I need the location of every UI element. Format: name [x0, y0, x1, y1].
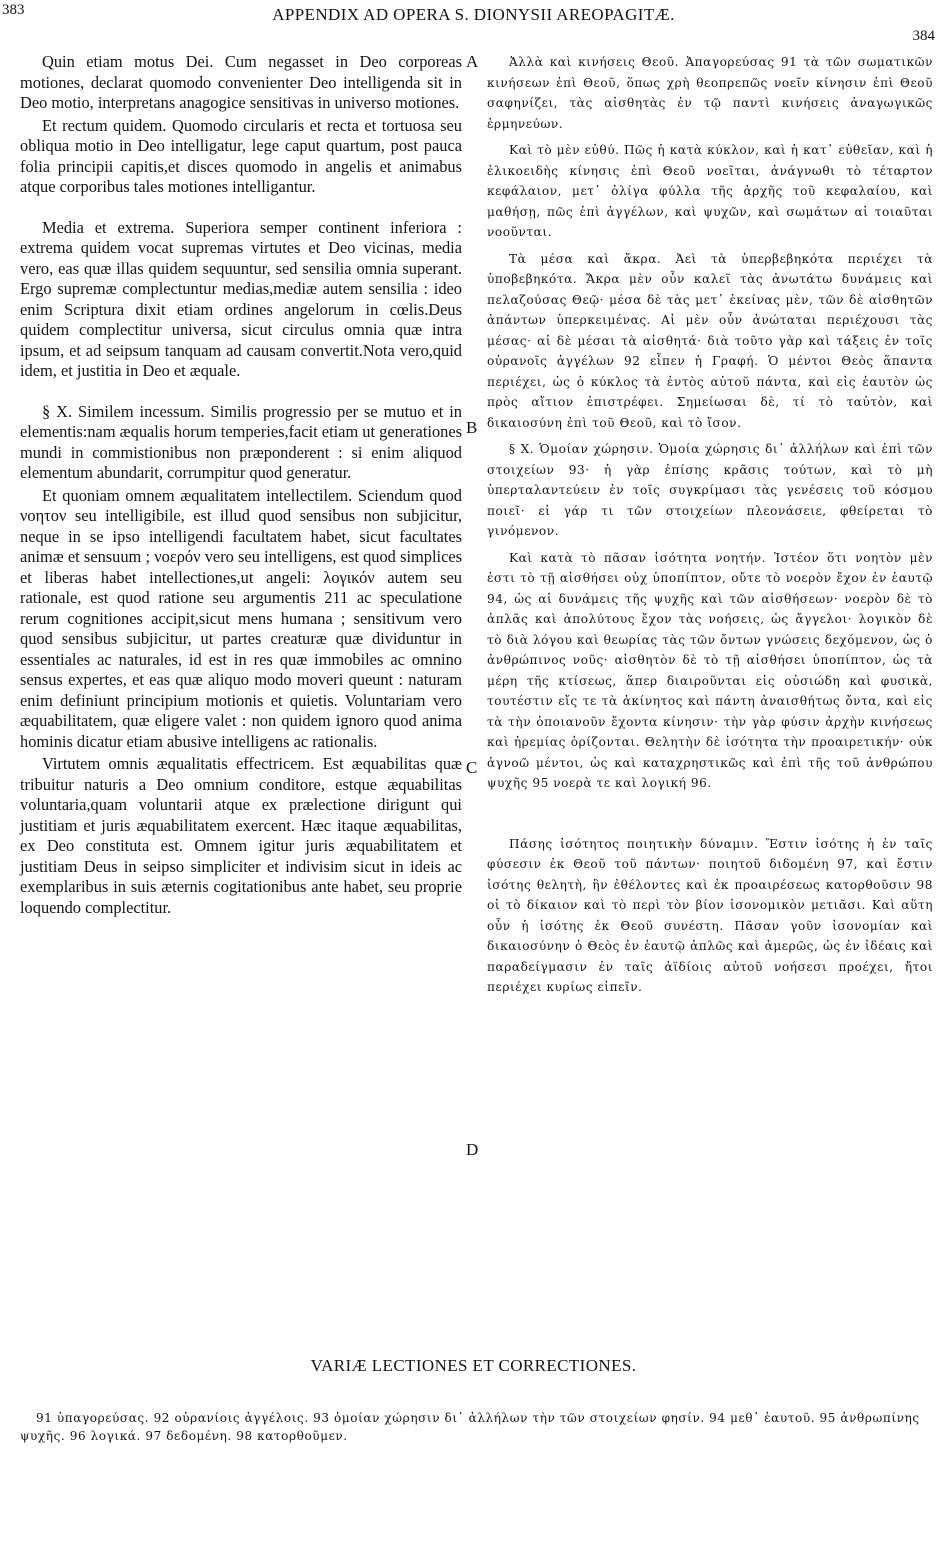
- latin-paragraph: Quin etiam motus Dei. Cum negasset in Deo corporeas motiones, declarat quomodo convenienter Deo intelligenda sit in Deo motio, interpretans anagogice sensitivas in universo motiones.: [20, 52, 462, 112]
- latin-paragraph: Et rectum quidem. Quomodo circularis et recta et tortuosa seu obliqua motio in Deo intelligatur, lege caput quartum, post pauca folia principii capitis,et disces quomodo in angelis et animabus atque corporibus tales motiones intelligantur.: [20, 115, 462, 196]
- greek-paragraph: Καὶ τὸ μὲν εὐθύ. Πῶς ἡ κατὰ κύκλον, καὶ ἡ κατ᾽ εὐθεῖαν, καὶ ἡ ἑλικοειδὴς κίνησις ἐπὶ Θεοῦ νοεῖται, ἀνάγνωθι τὸ τέταρτον κεφάλαιον, μετ᾽ ὀλίγα φύλλα τῆς ἀρχῆς τοῦ κεφαλαίου, καὶ μαθήσῃ, πῶς ἐπὶ ἀγγέλων, καὶ ψυχῶν, καὶ σωμάτων αἱ τοιαῦται νοοῦνται.: [487, 143, 933, 239]
- latin-paragraph: Virtutem omnis æqualitatis effectricem. Est æquabilitas quæ tribuitur naturis a Deo omnium conditore, estque æquabilitas voluntaria,quam voluntarii atque ex prælectione dirigunt qui justitiam et juris æquabilitatem exercent. Hæc itaque æquabilitas, ex Deo constituta est. Omnem igitur juris æquabilitatem et justitiam Deus in seipso simpliciter et indivisim sicut in ideis ac exemplaribus in suis æternis cogitationibus ante habet, seu proprie loquendo complectitur.: [20, 754, 462, 917]
- running-head: APPENDIX AD OPERA S. DIONYSII AREOPAGITÆ.: [272, 5, 675, 24]
- greek-paragraph: Καὶ κατὰ τὸ πᾶσαν ἰσότητα νοητήν. Ἰστέον ὅτι νοητὸν μὲν ἐστι τὸ τῇ αἰσθήσει οὐχ ὑποπίπτον, οὔτε τὸ νοερὸν ἔχον ἐν ἑαυτῷ 94, ὡς αἱ δυνάμεις τῆς ψυχῆς καὶ τῶν αἰσθήσεων· νοερὸν δὲ τὸ ἁπλᾶς καὶ ἀπολύτους ἔχον τὰς νοήσεις, ὡς ἄγγελοι· λογικὸν δὲ τὸ διὰ λόγου καὶ θεωρίας τὰς τῶν ὄντων γνώσεις δεχόμενον, ὡς ὁ ἀνθρώπινος νοῦς· αἰσθητὸν δὲ τὸ τῇ αἰσθήσει ὑποπίπτον, ὡς τὰ μέρη τῆς κτίσεως, ἅπερ διαιροῦνται εἰς οὐσιώδη καὶ φυσικὰ, τουτέστιν εἴς τε τὰ ἀκίνητος καὶ πάντη ἀναισθήτως ὄντα, καὶ εἰς τὰ τὴν ὁποιανοῦν ἔχοντα κίνησιν· τὴν γὰρ φύσιν ἀρχὴν κινήσεως καὶ ἠρεμίας ὁρίζονται. Θελητὴν δὲ ἰσότητα τὴν προαιρετικήν· οὐκ ἀγνοῶ μέντοι, ὡς καὶ καταχρηστικῶς καὶ ἐπὶ τῆς τοῦ ἀνθρώπου ψυχῆς 95 νοερὰ τε καὶ λογική 96.: [487, 550, 933, 790]
- section-marker-a: A: [466, 52, 479, 71]
- greek-paragraph: Πάσης ἰσότητος ποιητικὴν δύναμιν. Ἔστιν ἰσότης ἡ ἐν ταῖς φύσεσιν ἐκ Θεοῦ τοῦ πάντων· ποιητοῦ διδομένη 97, καὶ ἔστιν ἰσότης θελητὴ, ἣν ἐθέλοντες καὶ ἐκ προαιρέσεως κατορθοῦσιν 98 οἱ τὸ δίκαιον καὶ τὸ περὶ τὸν βίον ἰσονομικὸν μετιᾶσι. Καὶ αὕτη οὖν ἡ ἰσότης ἐκ Θεοῦ συνέστη. Πᾶσαν γοῦν ἰσονομίαν καὶ δικαιοσύνην ὁ Θεὸς ἐν ἑαυτῷ ἁπλῶς καὶ ἀμερῶς, ὡς ἐν ἰδέαις καὶ παραδείγμασιν ἐν ταῖς ἀϊδίοις αὐτοῦ νοήσεσι προέχει, ἤτοι περιέχει κυρίως εἰπεῖν.: [487, 836, 933, 994]
- latin-paragraph: Media et extrema. Superiora semper continent inferiora : extrema quidem vocat supremas virtutes et Deo vicinas, media vero, eas quæ illas quidem sequuntur, sed sensilia omnia superant. Ergo supremæ complectuntur medias,mediæ autem sensilia : ideo enim Scriptura dixit etiam ordines angelorum in cœlis.Deus quidem complectitur universa, sicut circulus omnia quæ intra ipsum, et ad seipsum tanquam ad causam convertit.Nota vero,quid idem, et justitia in Deo et æquale.: [20, 217, 462, 380]
- variants-heading: VARIÆ LECTIONES ET CORRECTIONES.: [310, 1356, 637, 1375]
- greek-column: [487, 52, 933, 998]
- latin-paragraph: Et quoniam omnem æqualitatem intellectilem. Sciendum quod νοητον seu intelligibile, est illud quod sensibus non subjicitur, neque in se ipso intelligendi facultatem habet, sicut facultates animæ et sensuum ; νοερόν vero seu intelligens, est quod simplices et liberas habet intellectiones,ut angeli: λογικόν autem seu rationale, est quod ratione seu argumentis 211 ac speculatione rerum cognitiones accipit,sicut mens humana ; sensitivum vero quod sensibus subjicitur, ut partes creaturæ quæ dividuntur in essentiales ac naturales, id est in res quæ immobiles ac omnino sensus expertes, et eas quæ aliquo modo moveri queunt : naturam enim definiunt principium motionis et quietis. Voluntariam vero æquabilitatem, quæ eligere valet : non quidem ignoro quod anima hominis dicatur etiam abusive intelligens ac rationalis.: [20, 485, 462, 751]
- section-marker-b: B: [466, 418, 478, 437]
- latin-paragraph: § X. Similem incessum. Similis progressio per se mutuo et in elementis:nam æqualis horum temperies,facit etiam ut generationes mundi in commistionibus non præponderent : si enim aliquod elementum abundarit, corrumpitur quod generatur.: [20, 401, 462, 482]
- latin-column: [20, 52, 462, 918]
- greek-paragraph: § X. Ὁμοίαν χώρησιν. Ὁμοία χώρησις δι᾽ ἀλλήλων καὶ ἐπὶ τῶν στοιχείων 93· ἡ γὰρ ἐπίσης κρᾶσις τούτων, καὶ τὸ μὴ ὑπερταλαντεύειν ἐν τοῖς συγκρίμασι τὰς γενέσεις τοῦ κόσμου ποιεῖ· εἰ γάρ τι τῶν στοιχείων πλεονάσειε, φθείρεται τὸ γινόμενον.: [487, 442, 933, 538]
- section-marker-c: C: [466, 758, 478, 777]
- greek-paragraph: Τὰ μέσα καὶ ἄκρα. Ἀεὶ τὰ ὑπερβεβηκότα περιέχει τὰ ὑποβεβηκότα. Ἄκρα μὲν οὖν καλεῖ τὰς ἀνωτάτω δυνάμεις καὶ πελαζούσας Θεῷ· μέσα δὲ τὰς μετ᾽ ἐκείνας μὲν, τῶν δὲ αἰσθητῶν ἁπάντων ὑπερκειμένας. Αἱ μὲν οὖν ἀνώταται περιέχουσι τὰς μέσας· αἱ δὲ μέσαι τὰ αἰσθητά· διὰ τοῦτο γὰρ καὶ τάξεις ἐν τοῖς οὐρανοῖς ἀγγέλων 92 εἶπεν ἡ Γραφή. Ὁ μέντοι Θεὸς ἅπαντα περιέχει, ὡς ὁ κύκλος τὰ ἐντὸς αὐτοῦ πάντα, καὶ εἰς ἑαυτὸν ὡς πρὸς αἴτιον ἐπιστρέφει. Σημείωσαι δὲ, τί τὸ ταὐτὸν, καὶ δικαιοσύνη ἐπὶ τοῦ Θεοῦ, καὶ τὸ ἴσον.: [487, 251, 933, 430]
- page-number-right: 384: [912, 28, 935, 44]
- page-number-left: 383: [2, 2, 25, 18]
- section-marker-d: D: [466, 1140, 479, 1159]
- greek-paragraph: Ἀλλὰ καὶ κινήσεις Θεοῦ. Ἀπαγορεύσας 91 τὰ τῶν σωματικῶν κινήσεων ἐπὶ Θεοῦ, ὅπως χρὴ θεοπρεπῶς νοεῖν κίνησιν ἐπὶ Θεοῦ σαφηνίζει, τὰς αἰσθητὰς ἐν τῷ παντὶ κινήσεις ἀναγωγικῶς ἑρμηνεύων.: [487, 55, 933, 131]
- variant-readings: 91 ὑπαγορεύσας. 92 οὐρανίοις ἀγγέλοις. 93 ὁμοίαν χώρησιν δι᾽ ἀλλήλων τὴν τῶν στοιχείων φησίν. 94 μεθ᾽ ἑαυτοῦ. 95 ἀνθρωπίνης ψυχῆς. 96 λογικά. 97 δεδομένη. 98 κατορθοῦμεν.: [20, 1411, 920, 1443]
